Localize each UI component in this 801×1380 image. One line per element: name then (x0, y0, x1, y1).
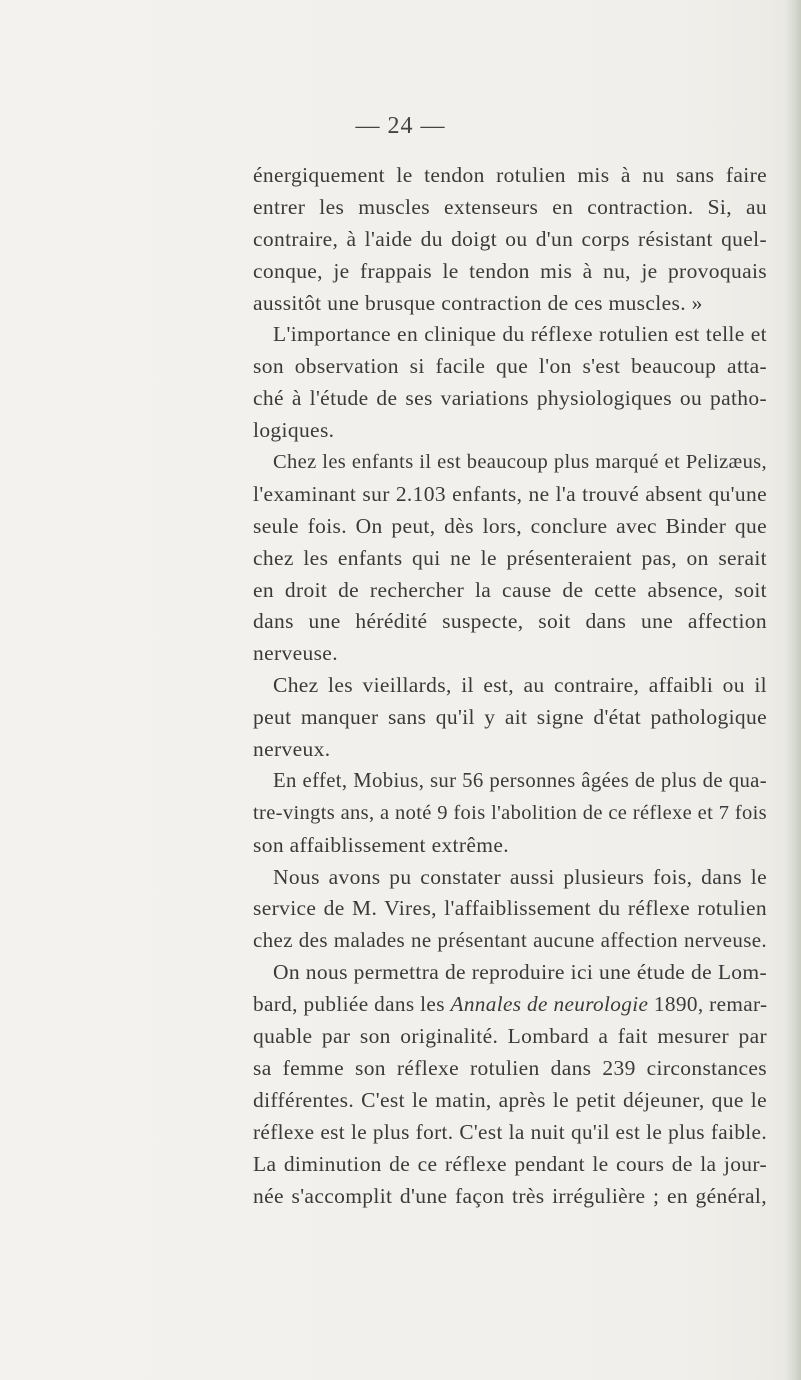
text-line: logiques. (253, 418, 335, 443)
text-line: quable par son originalité. Lombard a fait mesurer par (253, 1024, 767, 1049)
text-line: dans une hérédité suspecte, soit dans une affection (253, 609, 767, 634)
text-line: en droit de rechercher la cause de cette absence, soit (253, 577, 767, 602)
paragraph-start-line: En effet, Mobius, sur 56 personnes âgées de plus de qua- (273, 769, 767, 792)
text-line: nerveux. (253, 737, 331, 762)
text-line: service de M. Vires, l'affaiblissement du réflexe rotulien (253, 896, 767, 921)
journal-title: Annales de neurologie (450, 992, 649, 1017)
text-line: réflexe est le plus fort. C'est la nuit qu'il est le plus faible. (253, 1119, 767, 1144)
text-line: peut manquer sans qu'il y ait signe d'état pathologique (253, 705, 767, 730)
text-line: contraire, à l'aide du doigt ou d'un corps résistant quel- (253, 226, 767, 251)
text-line: conque, je frappais le tendon mis à nu, je provoquais (253, 258, 767, 283)
paragraph-start-line: Nous avons pu constater aussi plusieurs fois, dans le (273, 864, 767, 889)
text-line: nerveuse. (253, 641, 338, 666)
text-line: énergiquement le tendon rotulien mis à nu sans faire (253, 163, 767, 187)
page-number: — 24 — (355, 113, 446, 139)
text-line: née s'accomplit d'une façon très irrégulière ; en général, (253, 1183, 767, 1208)
text-line: chez les enfants qui ne le présenteraient pas, on serait (253, 545, 767, 570)
text-line: son observation si facile que l'on s'est beaucoup atta- (253, 354, 767, 379)
text-line: sa femme son réflexe rotulien dans 239 circonstances (253, 1055, 767, 1080)
text-line-with-journal (253, 989, 767, 1021)
text-line: l'examinant sur 2.103 enfants, ne l'a trouvé absent qu'une (253, 481, 767, 506)
text-line: son affaiblissement extrême. (253, 832, 509, 857)
text-fragment: bard, publiée dans les (253, 992, 451, 1017)
paragraph-start-line: On nous permettra de reproduire ici une étude de Lom- (273, 960, 767, 985)
text-line: seule fois. On peut, dès lors, conclure avec Binder que (253, 513, 767, 538)
text-line: différentes. C'est le matin, après le petit déjeuner, que le (253, 1087, 767, 1112)
text-line: chez des malades ne présentant aucune affection nerveuse. (253, 928, 767, 953)
paragraph-start-line: Chez les vieillards, il est, au contraire, affaibli ou il (273, 673, 767, 698)
text-line: tre-vingts ans, a noté 9 fois l'abolition de ce réflexe et 7 fois (253, 801, 767, 824)
text-line: aussitôt une brusque contraction de ces muscles. » (253, 290, 703, 315)
page-edge-shadow (785, 0, 801, 1380)
text-line: La diminution de ce réflexe pendant le cours de la jour- (253, 1151, 767, 1176)
body-text (253, 160, 767, 1212)
text-fragment: 1890, remar- (648, 992, 768, 1017)
paragraph-start-line: Chez les enfants il est beaucoup plus marqué et Pelizæus, (273, 451, 767, 474)
text-line: entrer les muscles extenseurs en contraction. Si, au (253, 194, 767, 219)
text-line: ché à l'étude de ses variations physiologiques ou patho- (253, 386, 767, 411)
paragraph-start-line: L'importance en clinique du réflexe rotulien est telle et (273, 322, 767, 347)
